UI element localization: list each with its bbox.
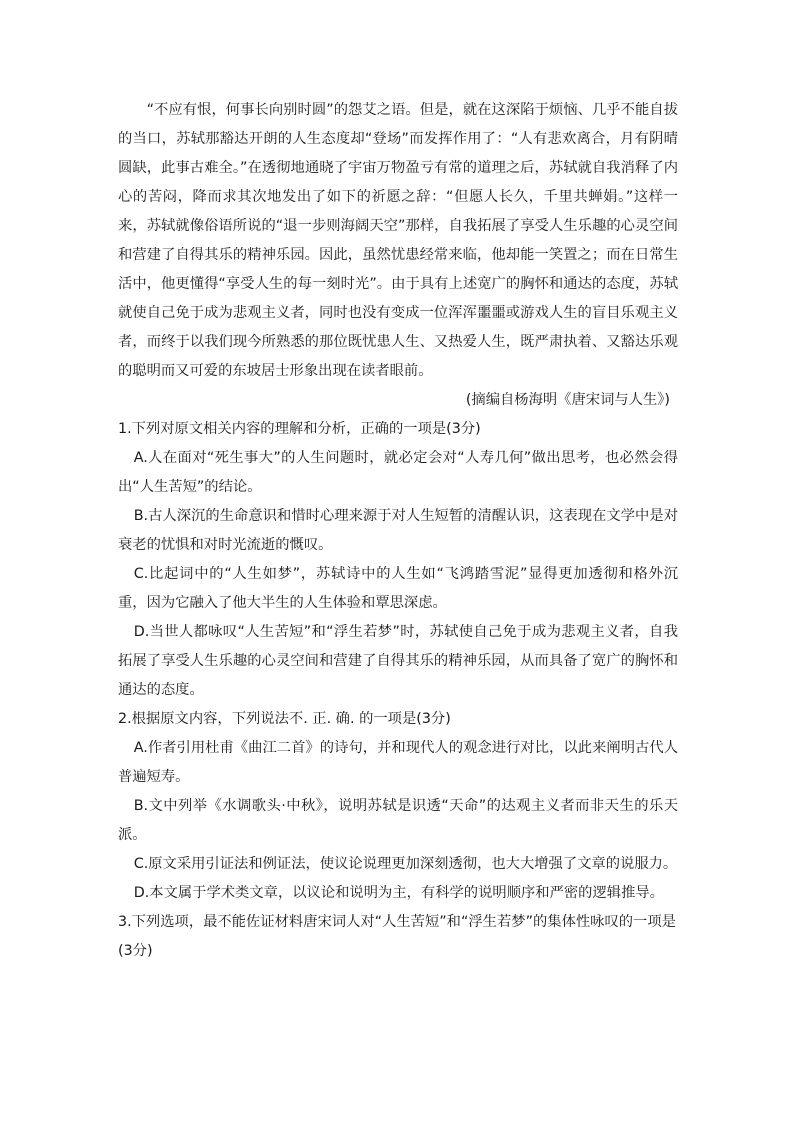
option-d: D.本文属于学术类文章，以议论和说明为主，有科学的说明顺序和严密的逻辑推导。 xyxy=(133,885,664,901)
document-page xyxy=(118,96,678,966)
option-a: A.作者引用杜甫《曲江二首》的诗句，并和现代人的观念进行对比，以此来阐明古代人普遍短寿。 xyxy=(118,740,678,785)
question-stem: 3.下列选项，最不能佐证材料唐宋词人对“人生苦短”和“浮生若梦”的集体性咏叹的一项是(3分) xyxy=(118,914,676,959)
option-b: B.文中列举《水调歌头·中秋》，说明苏轼是识透“天命”的达观主义者而非天生的乐天派。 xyxy=(118,798,678,843)
option-b: B.古人深沉的生命意识和惜时心理来源于对人生短暂的清醒认识，这表现在文学中是对衰老的忧惧和对时光流逝的慨叹。 xyxy=(118,508,678,553)
option-d: D.当世人都咏叹“人生苦短”和“浮生若梦”时，苏轼使自己免于成为悲观主义者，自我拓展了享受人生乐趣的心灵空间和营建了自得其乐的精神乐园，从而具备了宽广的胸怀和通达的态度。 xyxy=(118,624,678,698)
question-2 xyxy=(118,705,678,908)
question-stem: 2.根据原文内容，下列说法不. 正. 确. 的一项是(3分) xyxy=(118,711,451,727)
question-stem: 1.下列对原文相关内容的理解和分析，正确的一项是(3分) xyxy=(118,421,481,437)
question-3 xyxy=(118,908,678,966)
option-c: C.比起词中的“人生如梦”，苏轼诗中的人生如“飞鸿踏雪泥”显得更加透彻和格外沉重，因为它融入了他大半生的人生体验和覃思深虑。 xyxy=(118,566,678,611)
option-c: C.原文采用引证法和例证法，使议论说理更加深刻透彻，也大大增强了文章的说服力。 xyxy=(133,856,678,872)
option-a: A.人在面对“死生事大”的人生问题时，就必定会对“人寿几何”做出思考，也必然会得出“人生苦短”的结论。 xyxy=(118,450,678,495)
question-1 xyxy=(118,415,678,705)
passage-source: (摘编自杨海明《唐宋词与人生》) xyxy=(465,392,670,408)
passage-paragraph: “不应有恨，何事长向别时圆”的怨艾之语。但是，就在这深陷于烦恼、几乎不能自拔的当口，苏轼那豁达开朗的人生态度却“登场”而发挥作用了：“人有悲欢离合，月有阴晴圆缺，此事古难全。”在透彻地通晓了宇宙万物盈亏有常的道理之后，苏轼就自我消释了内心的苦闷，降而求其次地发出了如下的祈愿之辞：“但愿人长久，千里共蝉娟。”这样一来，苏轼就像俗语所说的“退一步则海阔天空”那样，自我拓展了享受人生乐趣的心灵空间和营建了自得其乐的精神乐园。因此，虽然忧患经常来临，他却能一笑置之；而在日常生活中，他更懂得“享受人生的每一刻时光”。由于具有上述宽广的胸怀和通达的态度，苏轼就使自己免于成为悲观主义者，同时也没有变成一位浑浑噩噩或游戏人生的盲目乐观主义者，而终于以我们现今所熟悉的那位既忧患人生、又热爱人生，既严肃执着、又豁达乐观的聪明而又可爱的东坡居士形象出现在读者眼前。 xyxy=(118,102,678,379)
